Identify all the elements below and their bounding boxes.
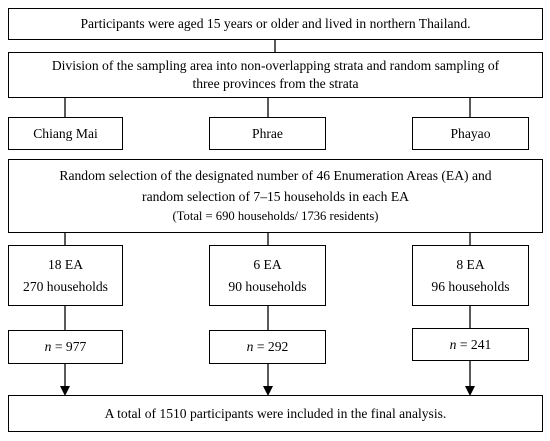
area-households-phayao: 96 households xyxy=(431,278,510,294)
area-ea-phrae: 6 EA xyxy=(253,256,282,272)
final-analysis-text: A total of 1510 participants were included in the final analysis. xyxy=(104,405,447,421)
area-box-phrae xyxy=(209,245,326,306)
division-line-2: three provinces from the strata xyxy=(192,76,359,91)
province-label-chiang-mai: Chiang Mai xyxy=(33,125,98,141)
province-label-phayao: Phayao xyxy=(450,125,491,141)
selection-total: (Total = 690 households/ 1736 residents) xyxy=(172,208,379,223)
eligibility-text: Participants were aged 15 years or older and lived in northern Thailand. xyxy=(80,16,471,32)
selection-box xyxy=(8,159,543,233)
sample-box-phayao xyxy=(412,328,529,361)
province-label-phrae: Phrae xyxy=(252,125,283,141)
sample-n-label-phayao: n xyxy=(449,336,457,352)
area-households-phrae: 90 households xyxy=(228,278,307,294)
area-households-chiang-mai: 270 households xyxy=(23,278,108,294)
area-ea-chiang-mai: 18 EA xyxy=(47,256,84,272)
sample-box-chiang-mai xyxy=(8,330,123,364)
sample-box-phrae xyxy=(209,330,326,364)
sample-value-chiang-mai: = 977 xyxy=(54,339,87,355)
final-analysis-box xyxy=(8,395,543,432)
province-box-phayao xyxy=(412,117,529,150)
province-box-chiang-mai xyxy=(8,117,123,150)
province-box-phrae xyxy=(209,117,326,150)
division-line-1: Division of the sampling area into non-overlapping strata and random sampling of xyxy=(51,58,500,74)
sample-value-phayao: = 241 xyxy=(459,336,492,352)
eligibility-box xyxy=(8,8,543,40)
selection-line-1: Random selection of the designated number of 46 Enumeration Areas (EA) and xyxy=(59,168,492,184)
area-box-chiang-mai xyxy=(8,245,123,306)
area-ea-phayao: 8 EA xyxy=(456,256,485,272)
sample-value-phrae: = 292 xyxy=(256,339,289,355)
division-box xyxy=(8,52,543,98)
selection-line-2: random selection of 7–15 households in each EA xyxy=(142,188,409,204)
area-box-phayao xyxy=(412,245,529,306)
sample-n-label-chiang-mai: n xyxy=(44,339,52,355)
sample-n-label-phrae: n xyxy=(246,339,254,355)
